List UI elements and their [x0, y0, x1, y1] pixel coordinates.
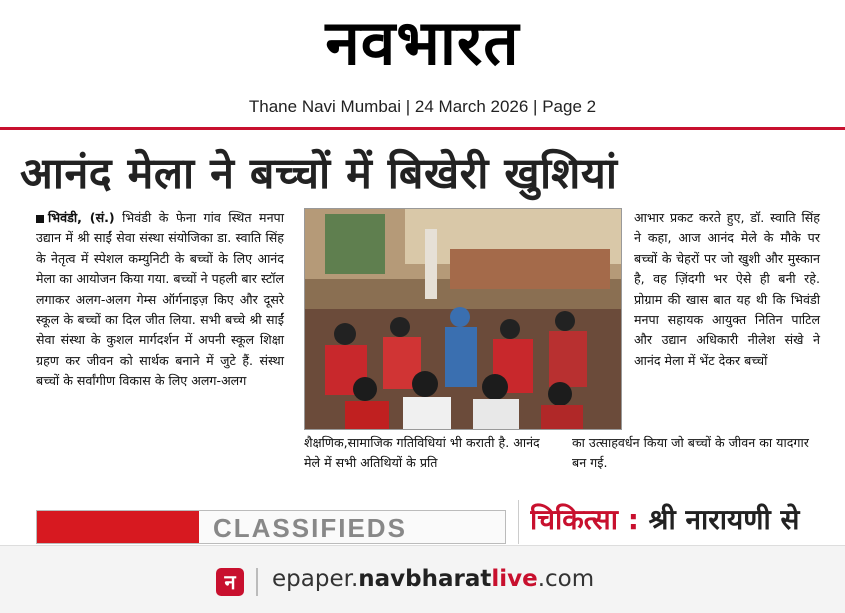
footer: [0, 545, 845, 613]
edition-page: Page 2: [542, 97, 597, 116]
masthead: [0, 0, 845, 130]
footer-separator: [256, 568, 258, 596]
article-column-1: [36, 208, 284, 392]
medical-ad-name: श्री नारायणी से: [638, 503, 800, 536]
epaper-url-link[interactable]: [272, 566, 594, 592]
article-col1-text: भिवंडी के फेना गांव स्थित मनपा उद्यान में श्री साईं सेवा संस्था संयोजिका डा. स्वाति सिंह के नेतृत्व में स्पेशल कम्युनिटी के बच्चों के लिए आनंद मेला का आयोजन किया गया. बच्चों ने पहली बार स्टॉल लगाकर अलग-अलग गेम्स ऑर्गनाइज़ किए और दूसरे स्कूल के बच्चों का दिल जीत लिया. सभी बच्चे श्री साईं सेवा संस्था के कुशल मार्गदर्शन में अपनी स्कूल शिक्षा ग्रहण कर जीवन को सार्थक बनाने में जुटे हैं. संस्था बच्चों के सर्वांगीण विकास के लिए अलग-अलग: [36, 210, 284, 389]
article-column-3-end: का उत्साहवर्धन किया जो बच्चों के जीवन का यादगार बन गई.: [572, 435, 809, 471]
navbharat-logo-icon: न: [216, 568, 244, 596]
newspaper-logo: नवभारत: [325, 6, 520, 79]
edition-place: Thane Navi Mumbai: [248, 97, 402, 116]
medical-ad-label: चिकित्सा :: [530, 503, 639, 536]
adjacent-article-edge: [830, 142, 845, 202]
url-live: live: [491, 566, 538, 592]
url-suffix: .com: [537, 566, 595, 592]
article-headline: आनंद मेला ने बच्चों में बिखेरी खुशियां: [20, 149, 618, 199]
url-brand: navbharat: [358, 566, 492, 592]
edition-line: [0, 97, 845, 117]
separator: |: [533, 97, 538, 116]
ad-divider: [518, 500, 519, 544]
article-photo: [304, 208, 622, 430]
medical-ad[interactable]: [530, 500, 845, 542]
article-column-3: आभार प्रकट करते हुए, डॉ. स्वाति सिंह ने कहा, आज आनंद मेले के मौके पर बच्चों के चेहरों पर जो खुशी और मुस्कान है, वह ज़िंदगी भर ऐसे ही बनी रहे. प्रोग्राम की खास बात यह थी कि भिवंडी मनपा सहायक आयुक्त नितिन पाटिल और उद्यान अधिकारी नीलेश संखे ने आनंद मेला में भेंट देकर बच्चों: [634, 210, 820, 368]
bullet-square-icon: [36, 215, 44, 223]
classifieds-banner[interactable]: [36, 510, 506, 544]
url-prefix: epaper.: [272, 566, 359, 592]
event-photo-image: [305, 209, 621, 429]
classifieds-brand-block: [37, 511, 199, 543]
classifieds-text: CLASSIFIEDS: [213, 513, 407, 543]
article-dateline: भिवंडी, (सं.): [48, 210, 115, 225]
article-column-2: शैक्षणिक,सामाजिक गतिविधियां भी कराती है. आनंद मेले में सभी अतिथियों के प्रति: [304, 435, 540, 471]
edition-date: 24 March 2026: [414, 97, 529, 116]
masthead-rule: [0, 127, 845, 130]
separator: |: [405, 97, 411, 116]
